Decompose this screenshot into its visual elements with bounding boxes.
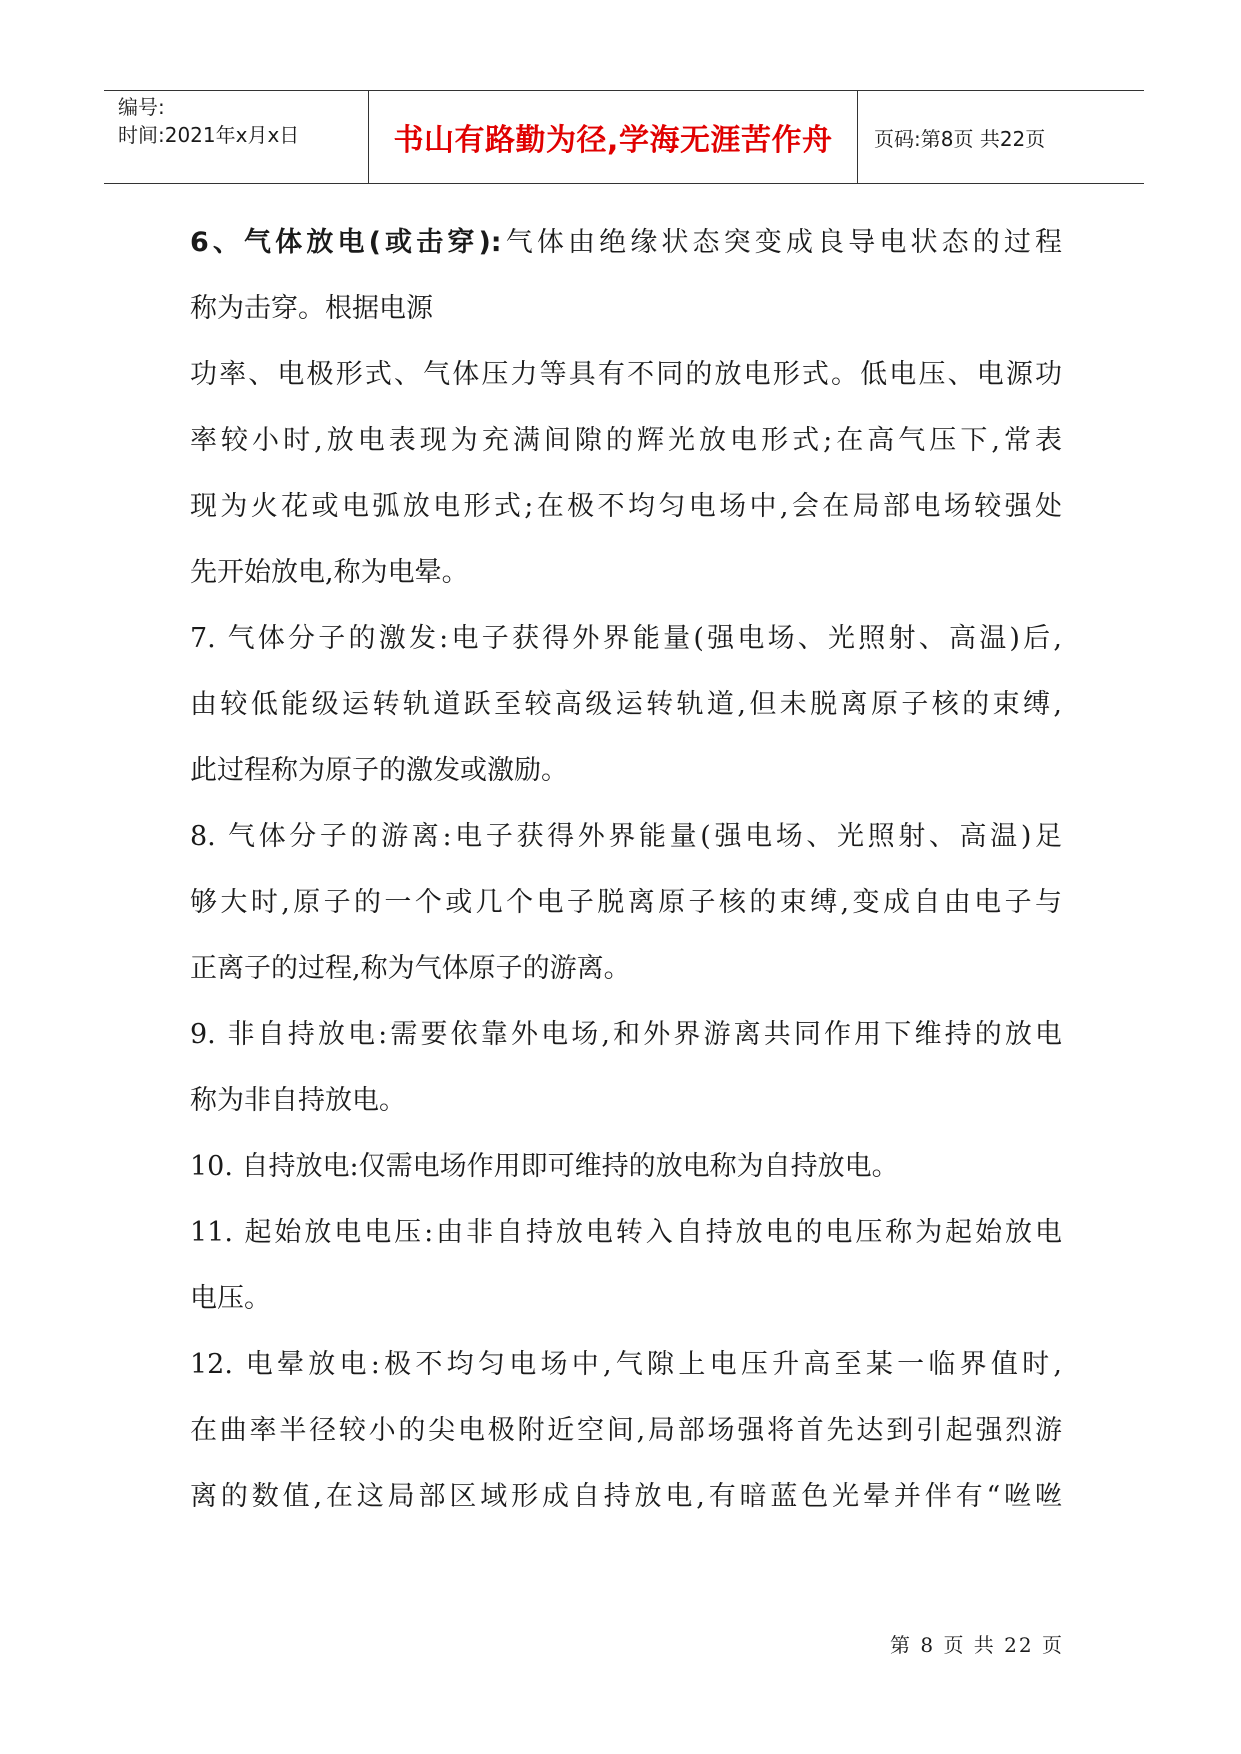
paragraph-line: 称为击穿。根据电源 xyxy=(190,293,433,324)
paragraph-line: 10. 自持放电:仅需电场作用即可维持的放电称为自持放电。 xyxy=(190,1151,899,1182)
header-motto: 书山有路勤为径,学海无涯苦作舟 xyxy=(393,123,833,158)
paragraph-line: 现为火花或电弧放电形式;在极不均匀电场中,会在局部电场较强处 xyxy=(190,491,1062,522)
header-meta xyxy=(118,91,368,185)
time-label: 时间:2021年x月x日 xyxy=(118,123,300,147)
page-header xyxy=(104,90,1144,184)
paragraph-line: 先开始放电,称为电晕。 xyxy=(190,557,469,588)
paragraph-line: 正离子的过程,称为气体原子的游离。 xyxy=(190,953,631,984)
paragraph-line: 功率、电极形式、气体压力等具有不同的放电形式。低电压、电源功 xyxy=(190,359,1062,390)
paragraph-line: 由较低能级运转轨道跃至较高级运转轨道,但未脱离原子核的束缚, xyxy=(190,689,1062,720)
paragraph-line: 9. 非自持放电:需要依靠外电场,和外界游离共同作用下维持的放电 xyxy=(190,1019,1062,1050)
paragraph-line: 8. 气体分子的游离:电子获得外界能量(强电场、光照射、高温)足 xyxy=(190,821,1062,852)
paragraph-line: 此过程称为原子的激发或激励。 xyxy=(190,755,568,786)
paragraph-line: 在曲率半径较小的尖电极附近空间,局部场强将首先达到引起强烈游 xyxy=(190,1415,1062,1446)
header-divider xyxy=(857,91,858,183)
paragraph-line: 离的数值,在这局部区域形成自持放电,有暗蓝色光晕并伴有“咝咝 xyxy=(190,1481,1062,1512)
paragraph-line: 6、气体放电(或击穿):气体由绝缘状态突变成良导电状态的过程 xyxy=(190,227,1063,258)
number-label: 编号: xyxy=(118,95,165,119)
paragraph-line: 电压。 xyxy=(190,1283,271,1314)
paragraph-line: 称为非自持放电。 xyxy=(190,1085,406,1116)
paragraph-line: 够大时,原子的一个或几个电子脱离原子核的束缚,变成自由电子与 xyxy=(190,887,1062,918)
page-footer: 第 8 页 共 22 页 xyxy=(890,1633,1064,1657)
paragraph-line: 12. 电晕放电:极不均匀电场中,气隙上电压升高至某一临界值时, xyxy=(190,1349,1062,1380)
term-heading: 6、气体放电(或击穿): xyxy=(190,227,502,258)
paragraph-line: 7. 气体分子的激发:电子获得外界能量(强电场、光照射、高温)后, xyxy=(190,623,1062,654)
paragraph-line: 率较小时,放电表现为充满间隙的辉光放电形式;在高气压下,常表 xyxy=(190,425,1062,456)
paragraph-line: 11. 起始放电电压:由非自持放电转入自持放电的电压称为起始放电 xyxy=(190,1217,1062,1248)
header-page-label: 页码:第8页 共22页 xyxy=(874,126,1046,151)
document-body xyxy=(190,210,1062,1530)
